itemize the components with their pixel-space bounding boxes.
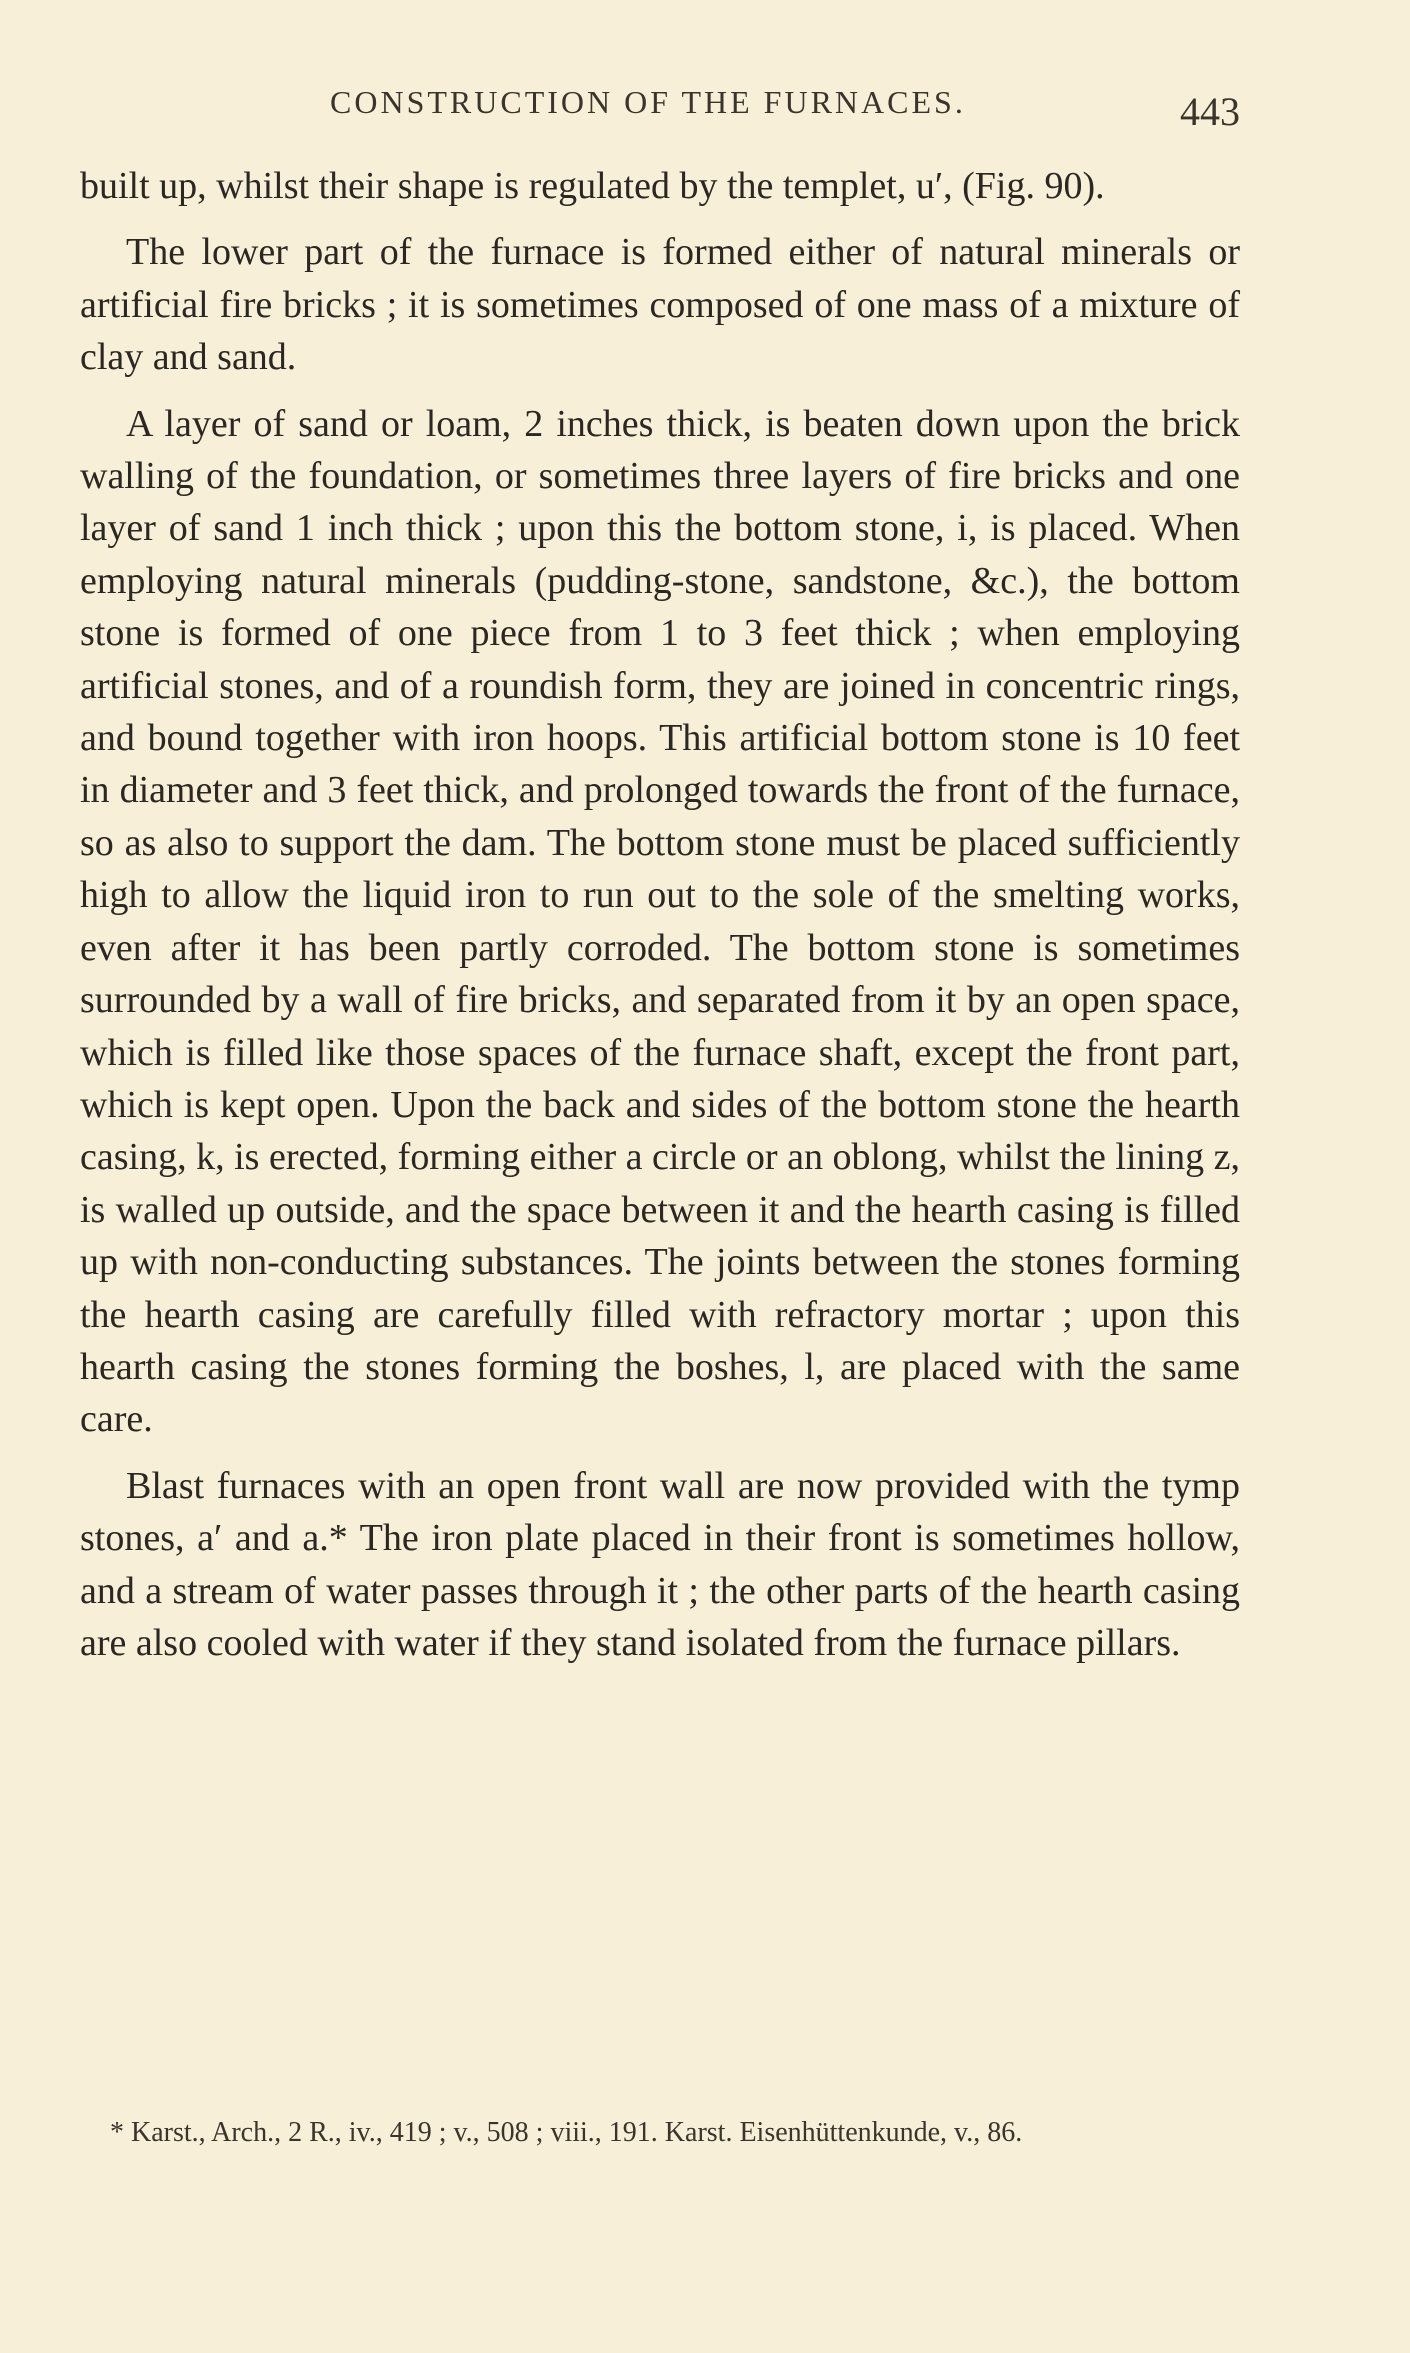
page-number: 443 [1180, 89, 1240, 134]
footnote: * Karst., Arch., 2 R., iv., 419 ; v., 508 ; viii., 191. Karst. Eisenhüttenkunde, v., 86. [110, 2117, 1023, 2148]
paragraph-bottom-stone: A layer of sand or loam, 2 inches thick, is beaten down upon the brick walling of the foundation, or sometimes three layers of fire bricks and one layer of sand 1 inch thick ; upon this the bottom stone, i, is placed. When employing natural minerals (pudding-stone, sandstone, &c.), the bottom stone is formed of one piece from 1 to 3 feet thick ; when employing artificial stones, and of a roundish form, they are joined in concentric rings, and bound together with iron hoops. This artificial bottom stone is 10 feet in diameter and 3 feet thick, and prolonged towards the front of the furnace, so as also to support the dam. The bottom stone must be placed sufficiently high to allow the liquid iron to run out to the sole of the smelting works, even after it has been partly corroded. The bottom stone is sometimes surrounded by a wall of fire bricks, and separated from it by an open space, which is filled like those spaces of the furnace shaft, except the front part, which is kept open. Upon the back and sides of the bottom stone the hearth casing, k, is erected, forming either a circle or an oblong, whilst the lining z, is walled up outside, and the space between it and the hearth casing is filled up with non-conducting substances. The joints between the stones forming the hearth casing are carefully filled with refractory mortar ; upon this hearth casing the stones forming the boshes, l, are placed with the same care. [80, 402, 1240, 1441]
running-title: CONSTRUCTION OF THE FURNACES. [330, 84, 966, 120]
paragraph-templet-continuation: built up, whilst their shape is regulated by the templet, u′, (Fig. 90). [80, 165, 1105, 207]
paragraph-blast-furnaces: Blast furnaces with an open front wall are now provided with the tymp stones, a′ and a.* The iron plate placed in their front is sometimes hollow, and a stream of water passes through it ; the other parts of the hearth casing are also cooled with water if they stand isolated from the furnace pillars. [80, 1464, 1240, 1664]
paragraph-lower-part: The lower part of the furnace is formed either of natural minerals or artificial fire bricks ; it is sometimes composed of one mass of a mixture of clay and sand. [80, 231, 1240, 379]
body-text [80, 160, 1240, 1683]
